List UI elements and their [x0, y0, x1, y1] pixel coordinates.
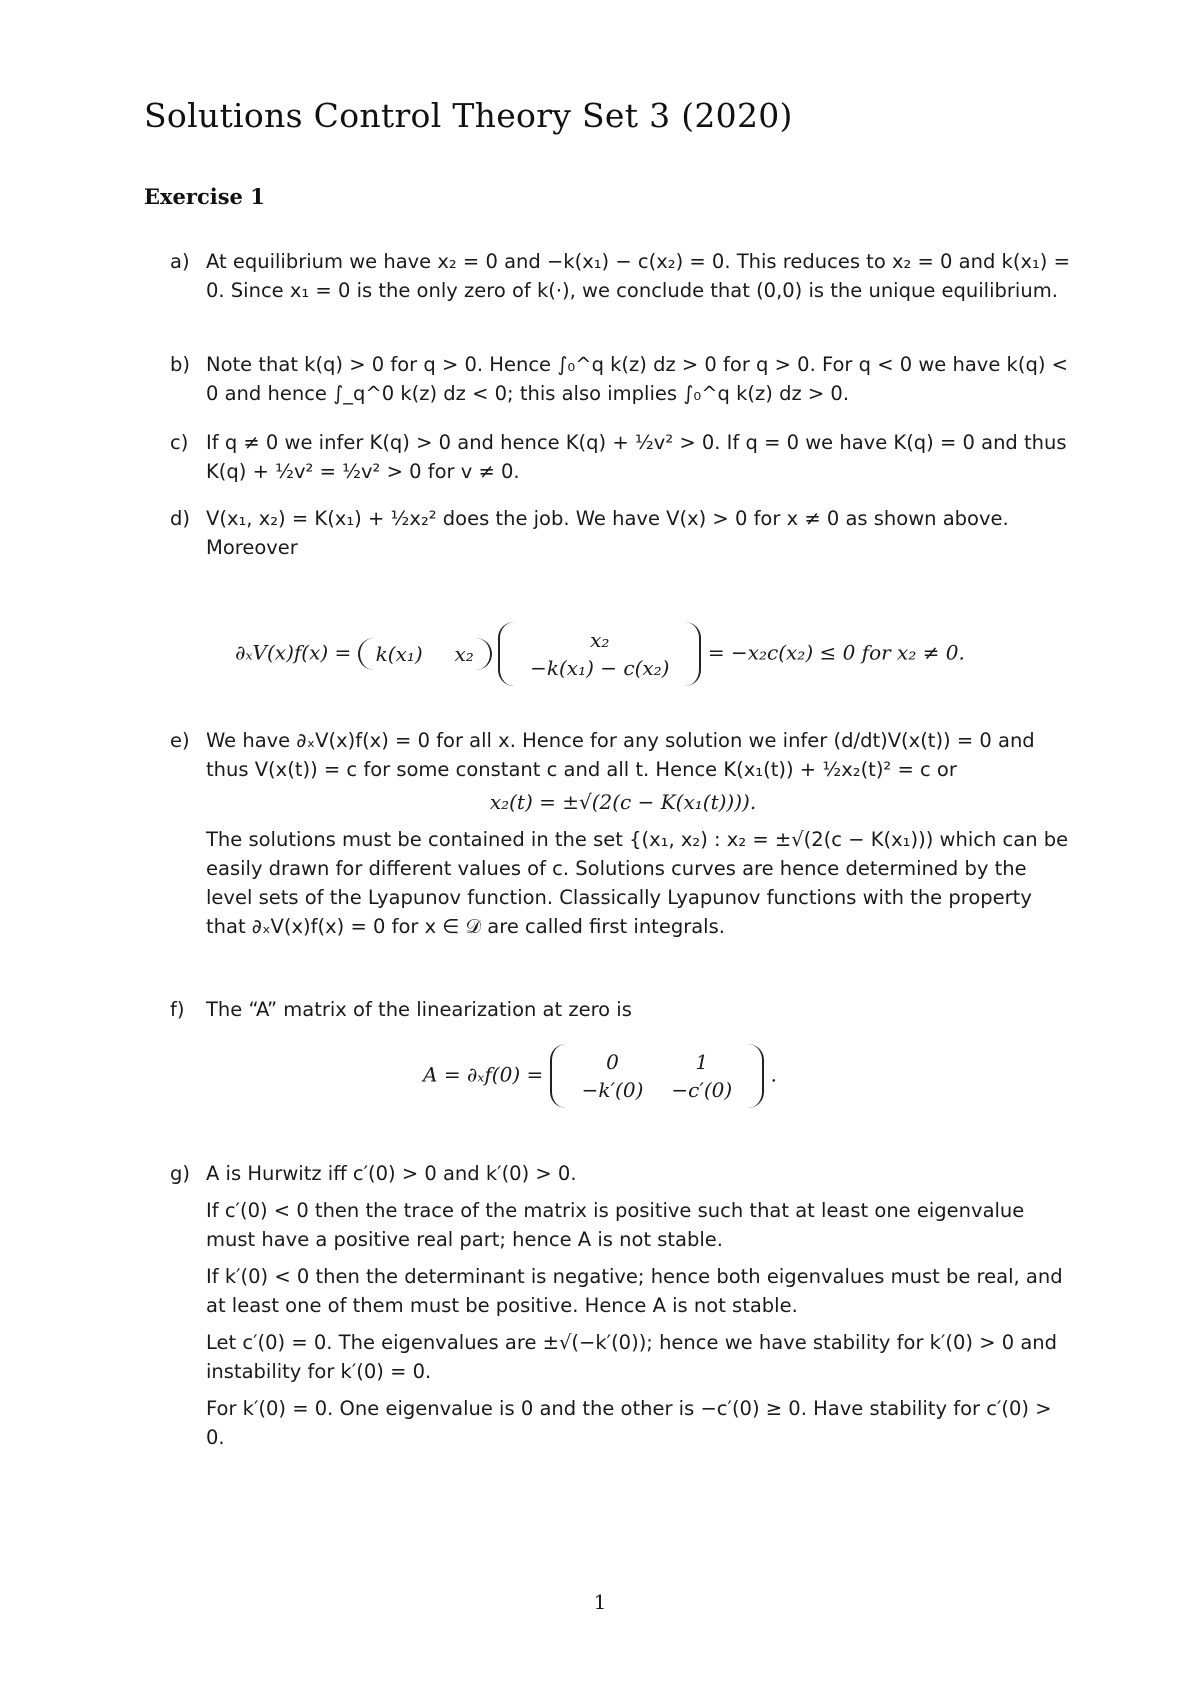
item-b	[170, 350, 1076, 408]
matrix-entry: −k′(0)	[581, 1078, 644, 1102]
row-vector	[358, 638, 492, 670]
equation-e: x₂(t) = ±√(2(c − K(x₁(t)))).	[489, 790, 757, 814]
item-text: A is Hurwitz iff c′(0) > 0 and k′(0) > 0.	[206, 1162, 577, 1185]
item-text: If q ≠ 0 we infer K(q) > 0 and hence K(q) + ½v² > 0. If q = 0 we have K(q) = 0 and thus K(q) + ½v² = ½v² > 0 for v ≠ 0.	[206, 431, 1067, 483]
matrix-entry: −c′(0)	[671, 1078, 733, 1102]
item-label: c)	[170, 431, 189, 454]
column-vector	[498, 622, 701, 686]
item-label: g)	[170, 1162, 190, 1185]
equation-rhs: = −x₂c(x₂) ≤ 0 for x₂ ≠ 0.	[707, 640, 965, 665]
item-label: e)	[170, 729, 190, 752]
page-number: 1	[593, 1590, 607, 1614]
column-vector-entry: −k(x₁) − c(x₂)	[530, 656, 670, 680]
document-title: Solutions Control Theory Set 3 (2020)	[144, 96, 793, 135]
row-vector-entry: x₂	[454, 642, 474, 666]
equation-lhs: A = ∂ₓf(0) =	[423, 1062, 544, 1087]
item-text: For k′(0) = 0. One eigenvalue is 0 and the other is −c′(0) ≥ 0. Have stability for c′(0) > 0.	[206, 1397, 1052, 1449]
equation-lhs: ∂ₓV(x)f(x) =	[235, 640, 352, 665]
equation-f	[0, 1044, 1200, 1108]
item-a	[170, 247, 1076, 305]
item-text: If c′(0) < 0 then the trace of the matrix is positive such that at least one eigenvalue must have a positive real part; hence A is not stable.	[206, 1199, 1025, 1251]
item-label: f)	[170, 998, 185, 1021]
item-c	[170, 428, 1076, 486]
item-text: We have ∂ₓV(x)f(x) = 0 for all x. Hence for any solution we infer (d/dt)V(x(t)) = 0 and thus V(x(t)) = c for some constant c and all t. Hence K(x₁(t)) + ½x₂(t)² = c or	[206, 729, 1035, 781]
item-text: Let c′(0) = 0. The eigenvalues are ±√(−k′(0)); hence we have stability for k′(0) > 0 and instability for k′(0) = 0.	[206, 1331, 1058, 1383]
matrix	[550, 1044, 765, 1108]
item-text: If k′(0) < 0 then the determinant is negative; hence both eigenvalues must be real, and at least one of them must be positive. Hence A is not stable.	[206, 1265, 1063, 1317]
row-vector-entry: k(x₁)	[375, 642, 423, 666]
equation-d	[0, 622, 1200, 686]
equation-tail: .	[770, 1062, 777, 1087]
section-heading: Exercise 1	[144, 184, 265, 209]
item-d	[170, 504, 1076, 562]
item-text: V(x₁, x₂) = K(x₁) + ½x₂² does the job. We have V(x) > 0 for x ≠ 0 as shown above. Moreover	[206, 507, 1009, 559]
item-f	[170, 995, 1076, 1024]
item-g	[170, 1159, 1076, 1452]
item-text: Note that k(q) > 0 for q > 0. Hence ∫₀^q k(z) dz > 0 for q > 0. For q < 0 we have k(q) < 0 and hence ∫_q^0 k(z) dz < 0; this also implies ∫₀^q k(z) dz > 0.	[206, 353, 1068, 405]
item-text: At equilibrium we have x₂ = 0 and −k(x₁) − c(x₂) = 0. This reduces to x₂ = 0 and k(x₁) = 0. Since x₁ = 0 is the only zero of k(·), we conclude that (0,0) is the unique equilibrium.	[206, 250, 1070, 302]
item-label: d)	[170, 507, 190, 530]
item-text: The “A” matrix of the linearization at zero is	[206, 998, 632, 1021]
item-text: The solutions must be contained in the set {(x₁, x₂) : x₂ = ±√(2(c − K(x₁))) which can be easily drawn for different values of c. Solutions curves are hence determined by the level sets of the Lyapunov function. Classically Lyapunov functions with the property that ∂ₓV(x)f(x) = 0 for x ∈ 𝒟 are called first integrals.	[206, 828, 1069, 938]
item-label: a)	[170, 250, 190, 273]
item-e	[170, 726, 1076, 941]
matrix-entry: 1	[695, 1050, 709, 1074]
matrix-entry: 0	[606, 1050, 619, 1074]
column-vector-entry: x₂	[590, 628, 610, 652]
item-label: b)	[170, 353, 190, 376]
